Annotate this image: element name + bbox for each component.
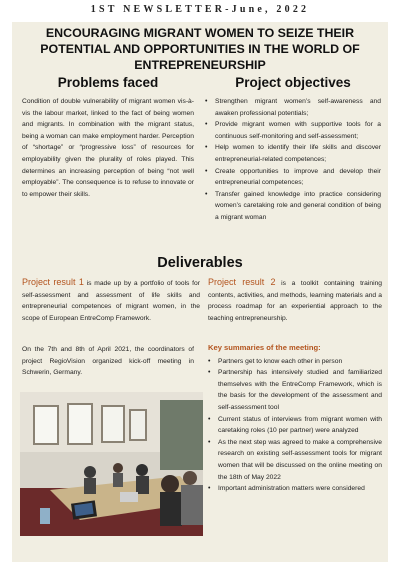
summary-item: • As the next step was agreed to make a comprehensive research on existing self-assessment tools for migrant women that will be discussed on the online meeting on the 18th of May 2022 xyxy=(208,437,382,483)
objectives-list xyxy=(205,96,381,224)
project-result-2 xyxy=(208,277,382,324)
main-title: ENCOURAGING MIGRANT WOMEN TO SEIZE THEIR POTENTIAL AND OPPORTUNITIES IN THE WORLD OF ENTREPRENEURSHIP xyxy=(40,26,360,72)
summary-item: • Partnership has intensively studied and familiarized themselves with the EntreComp Framework, which is the basis for the development of the assessment and self-assessment tool xyxy=(208,367,382,413)
problems-heading: Problems faced xyxy=(57,75,159,90)
key-summaries-heading: Key summaries of the meeting: xyxy=(208,343,321,352)
project-result-1-text: is made up by a portfolio of tools for self-assessment and assessment of life skills and entrepreneurial competences of migrant women, in the scope of European EntreComp Framework. xyxy=(22,280,200,322)
summary-item: • Partners get to know each other in person xyxy=(208,356,382,368)
problems-text: Condition of double vulnerability of migrant women vis-à-vis the labour market, linked to the fact of being women and migrants. In combination with the migrant status, being a woman can make employment harder. Perception of “shortage” or “progressive loss” of resources for employability given the plurality of roles played. This determines an increasing perception of being “not well employable”. The consequence is to refuse to innovate or to empower their skills. xyxy=(22,98,194,198)
key-summaries xyxy=(208,342,382,495)
summary-item: • Current status of interviews from migrant women with caretaking roles (10 per partner) were analyzed xyxy=(208,414,382,437)
objective-item: • Strengthen migrant women’s self-awareness and awaken professional potentials; xyxy=(205,96,381,119)
meeting-photo-image xyxy=(20,392,203,536)
meeting-photo xyxy=(20,392,203,536)
project-result-2-label: Project result 2 xyxy=(208,277,276,287)
project-result-1-label: Project result 1 xyxy=(22,277,84,287)
objectives-heading: Project objectives xyxy=(235,75,351,90)
summary-item: • Important administration matters were considered xyxy=(208,483,382,495)
objective-item: • Create opportunities to improve and develop their entrepreneurial competences; xyxy=(205,166,381,189)
newsletter-header: 1ST NEWSLETTER-June, 2022 xyxy=(90,4,310,15)
project-result-2-text: is a toolkit containing training contents, activities, and methods, learning materials and a process roadmap for an experiential approach to the teaching entrepreneurship. xyxy=(208,280,383,322)
objective-item: • Help women to identify their life skills and discover entrepreneurial-related competences; xyxy=(205,142,381,165)
key-summaries-list xyxy=(208,356,382,495)
kickoff-meeting-text: On the 7th and 8th of April 2021, the coordinators of project RegioVision organized kick-off meeting in Schwerin, Germany. xyxy=(22,346,194,377)
objective-item: • Provide migrant women with supportive tools for a continuous self-monitoring and self-assessment; xyxy=(205,119,381,142)
deliverables-heading: Deliverables xyxy=(157,255,243,271)
objective-item: • Transfer gained knowledge into practice considering women’s caretaking role and general condition of being a migrant woman xyxy=(205,189,381,224)
project-result-1 xyxy=(22,277,200,324)
